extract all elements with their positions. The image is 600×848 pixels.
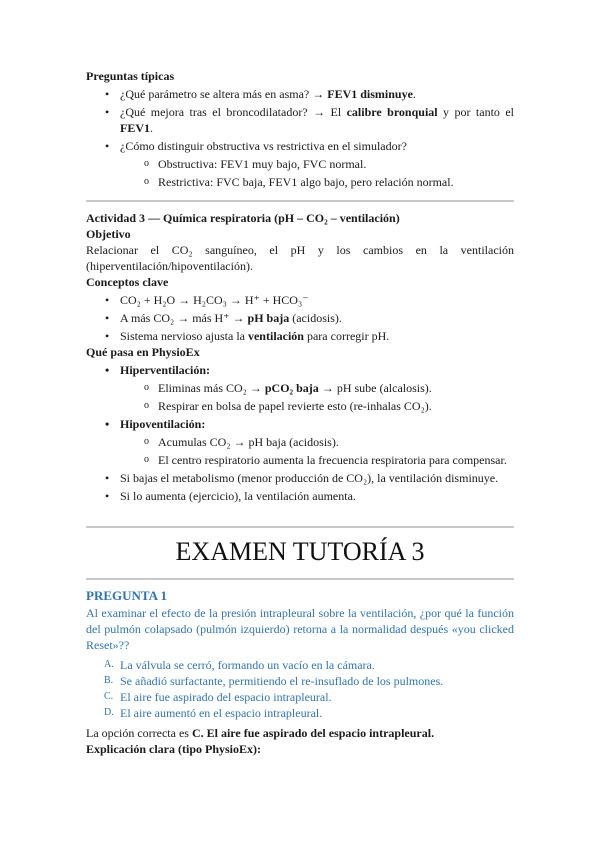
option-letter: D. (104, 707, 114, 718)
item-text: . (412, 87, 416, 101)
item-bold: FEV1 (120, 121, 150, 135)
conceptos-list (86, 292, 514, 344)
list-item (86, 310, 514, 326)
option-text: Se añadió surfactante, permitiendo el re-insuflado de los pulmones. (120, 674, 444, 688)
answer-text: La opción correcta es (86, 726, 192, 740)
conceptos-heading: Conceptos clave (86, 275, 169, 289)
item-text: ¿Cómo distinguir obstructiva vs restrictiva en el simulador? (120, 139, 407, 153)
list-item: • Si bajas el metabolismo (menor producción de CO₂), la ventilación disminuye. (86, 470, 514, 486)
preguntas-list (86, 86, 514, 190)
list-item: • Hipoventilación: (86, 416, 514, 432)
list-item (86, 328, 514, 344)
document-content (86, 68, 514, 757)
answer-bold: C. El aire fue aspirado del espacio intrapleural. (191, 726, 435, 740)
item-text: para corregir pH. (303, 329, 390, 343)
exam-title: EXAMEN TUTORÍA 3 (175, 537, 425, 566)
question-text: Al examinar el efecto de la presión intrapleural sobre la ventilación, ¿por qué la función del pulmón colapsado (pulmón izquierdo) retorna a la normalidad después «you clicked Reset»?? (86, 606, 514, 652)
option-text: La válvula se cerró, formando un vacío en la cámara. (120, 658, 375, 672)
answer-line (86, 725, 514, 741)
actividad-title: Actividad 3 — Química respiratoria (pH – CO₂ – ventilación) (86, 211, 400, 225)
sub-list-item: o Acumulas CO₂ → pH baja (acidosis). (86, 434, 514, 450)
option-text: El aire fue aspirado del espacio intrapleural. (120, 690, 332, 704)
list-item: • Si lo aumenta (ejercicio), la ventilación aumenta. (86, 488, 514, 504)
item-text: (acidosis). (289, 311, 342, 325)
list-item: • Hiperventilación: (86, 362, 514, 378)
exam-bottom-divider (86, 578, 514, 580)
question-label: PREGUNTA 1 (86, 588, 168, 603)
physioex-heading: Qué pasa en PhysioEx (86, 345, 200, 359)
option-letter: C. (104, 691, 114, 702)
exam-top-divider (86, 526, 514, 528)
item-bold: calibre bronquial (346, 105, 438, 119)
item-text: ¿Qué parámetro se altera más en asma? → (120, 87, 328, 101)
list-item (86, 138, 514, 154)
option-a (86, 657, 514, 673)
preguntas-heading: Preguntas típicas (86, 69, 175, 83)
sub-list-item: o Obstructiva: FEV1 muy bajo, FVC normal. (86, 156, 514, 172)
item-bold: pH baja (247, 311, 290, 325)
option-c (86, 689, 514, 705)
objetivo-heading: Objetivo (86, 227, 131, 241)
item-text: Eliminas más CO₂ → (158, 381, 265, 395)
item-bold: ventilación (247, 329, 304, 343)
item-text: y por tanto el (437, 105, 514, 119)
sub-list-item (86, 380, 514, 396)
explicacion-heading: Explicación clara (tipo PhysioEx): (86, 742, 261, 756)
item-text: ¿Qué mejora tras el broncodilatador? → El (120, 105, 347, 119)
option-letter: B. (104, 675, 114, 686)
objetivo-text: Relacionar el CO₂ sanguíneo, el pH y los cambios en la ventilación (hiperventilación/hipoventilación). (86, 243, 514, 273)
sub-list-item: o Respirar en bolsa de papel revierte esto (re-inhalas CO₂). (86, 398, 514, 414)
list-item (86, 86, 514, 102)
list-item: • CO₂ + H₂O → H₂CO₃ → H⁺ + HCO₃⁻ (86, 292, 514, 308)
item-bold: pCO₂ baja (264, 381, 319, 395)
sub-list-item: o El centro respiratorio aumenta la frecuencia respiratoria para compensar. (86, 452, 514, 468)
section-divider (86, 200, 514, 202)
option-d (86, 705, 514, 721)
sub-list-item: o Restrictiva: FVC baja, FEV1 algo bajo, pero relación normal. (86, 174, 514, 190)
physioex-list (86, 362, 514, 504)
list-item (86, 104, 514, 136)
option-b (86, 673, 514, 689)
item-text: → pH sube (alcalosis). (318, 381, 432, 395)
item-text: Sistema nervioso ajusta la (120, 329, 248, 343)
item-text: . (150, 121, 153, 135)
item-bold: FEV1 disminuye (327, 87, 413, 101)
option-text: El aire aumentó en el espacio intrapleural. (120, 706, 323, 720)
option-letter: A. (104, 659, 114, 670)
item-text: A más CO₂ → más H⁺ → (120, 311, 248, 325)
